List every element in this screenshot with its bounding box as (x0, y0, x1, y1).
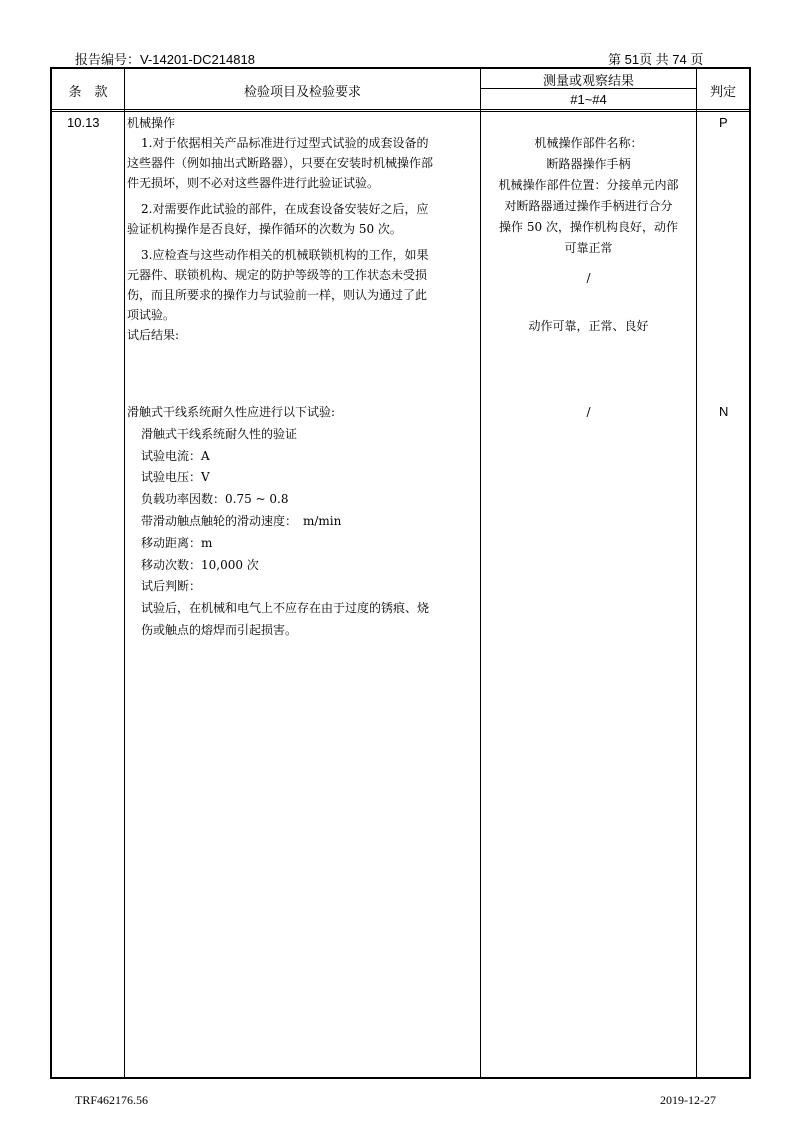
report-number: 报告编号：V-14201-DC214818 (75, 52, 255, 67)
paragraph-1-line: 1.对于依据相关产品标准进行过型式试验的成套设备的 (141, 136, 429, 150)
result-line: 操作 50 次，操作机构良好，动作 (499, 220, 678, 234)
result-slash: / (586, 271, 591, 285)
sliding-line: 移动次数：10,000 次 (141, 557, 259, 572)
sliding-line: 试后判断： (141, 579, 202, 594)
result-line: 可靠正常 (564, 241, 613, 255)
sliding-line: 移动距离：m (141, 535, 213, 550)
sliding-line: 试验电压：V (141, 470, 210, 485)
header-requirement: 检验项目及检验要求 (243, 85, 361, 100)
header-verdict: 判定 (709, 85, 736, 100)
section-title: 机械操作 (127, 116, 176, 130)
header-bottom-divider (50, 109, 750, 110)
sliding-line: 带滑动触点触轮的滑动速度： m/min (141, 513, 342, 528)
result-after-test: 动作可靠，正常、良好 (528, 319, 649, 333)
result-line: 机械操作部件位置：分接单元内部 (498, 178, 679, 192)
col-divider-clause (124, 67, 125, 1078)
sliding-line: 试验后，在机械和电气上不应存在由于过度的锈痕、烧 (141, 601, 430, 616)
verdict-pass: P (719, 115, 728, 130)
table-bottom-border (50, 1077, 751, 1079)
after-test-label: 试后结果: (127, 328, 180, 342)
header-clause: 条 款 (68, 85, 108, 100)
requirement-block-sliding (127, 402, 477, 642)
paragraph-1-line: 这些器件（例如抽出式断路器），只要在安装时机械操作部 (127, 156, 434, 170)
table-right-border (749, 67, 751, 1079)
col-divider-result (696, 67, 697, 1078)
header-sample: #1~#4 (570, 92, 607, 107)
paragraph-3-line: 伤，而且所要求的操作力与试验前一样，则认为通过了此 (127, 288, 428, 302)
sliding-line: 试验电流：A (141, 448, 210, 463)
sliding-line: 滑触式干线系统耐久性的验证 (141, 426, 298, 441)
sliding-line: 负载功率因数：0.75 ~ 0.8 (141, 492, 289, 507)
paragraph-3-line: 项试验。 (127, 308, 176, 322)
paragraph-2-line: 验证机构操作是否良好，操作循环的次数为 50 次。 (127, 222, 402, 236)
paragraph-1-line: 件无损坏，则不必对这些器件进行此验证试验。 (127, 176, 380, 190)
header-result: 测量或观察结果 (542, 74, 634, 89)
paragraph-3-line: 元器件、联锁机构、规定的防护等级等的工作状态未受损 (127, 268, 428, 282)
table-top-border (50, 67, 751, 69)
clause-number: 10.13 (67, 115, 100, 130)
section-title: 滑触式干线系统耐久性应进行以下试验: (127, 405, 336, 419)
result-sliding: / (586, 405, 591, 419)
table-left-border (50, 67, 52, 1079)
paragraph-2-line: 2.对需要作此试验的部件，在成套设备安装好之后，应 (141, 202, 429, 216)
paragraph-3-line: 3.应检查与这些动作相关的机械联锁机构的工作，如果 (141, 248, 429, 262)
page-info: 第 51页 共 74 页 (608, 52, 704, 67)
sliding-line: 伤或触点的熔焊而引起损害。 (141, 622, 298, 637)
result-line: 断路器操作手柄 (546, 157, 631, 171)
footer-date: 2019-12-27 (660, 1093, 716, 1107)
verdict-not-applicable: N (719, 404, 729, 419)
result-line: 对断路器通过操作手柄进行合分 (504, 199, 673, 213)
result-line: 机械操作部件名称： (534, 136, 643, 150)
requirement-block-mechanical (127, 113, 477, 345)
footer-form-number: TRF462176.56 (75, 1093, 149, 1107)
result-block-mechanical (481, 133, 696, 259)
header-underline (50, 111, 750, 112)
